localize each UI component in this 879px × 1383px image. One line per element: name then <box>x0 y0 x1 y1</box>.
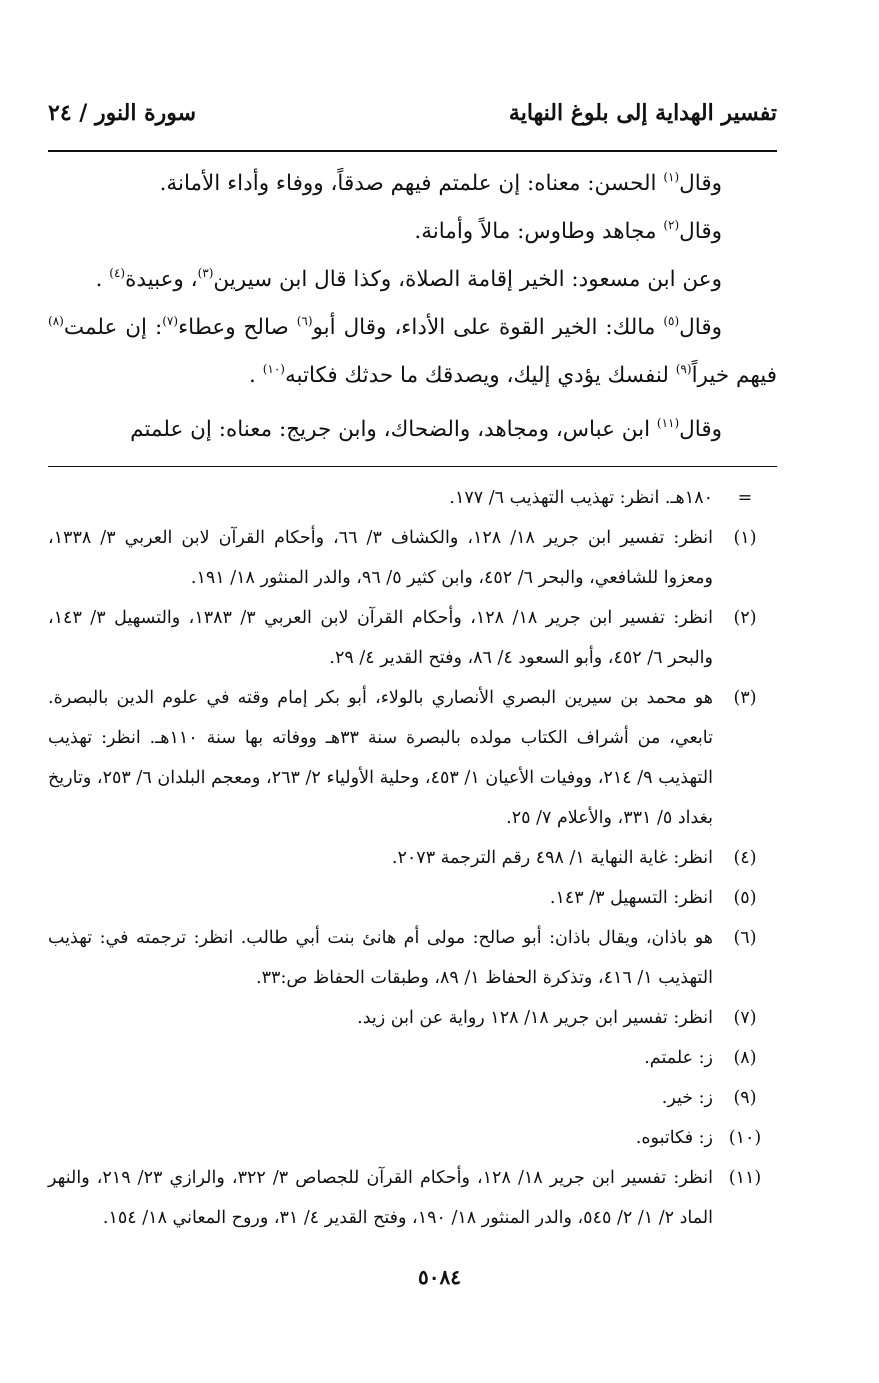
paragraph-malik <box>48 304 777 400</box>
footnote-number: = <box>737 488 753 508</box>
footnote-divider <box>48 466 777 467</box>
footnote-ref: (٦) <box>296 314 313 328</box>
footnote-number: (١٠) <box>728 1128 762 1148</box>
footnote-number: (٥) <box>733 888 757 908</box>
paragraph-ibn-masud <box>48 256 777 304</box>
footnote-ref: (٢) <box>663 218 680 232</box>
footnote-number: (٣) <box>733 688 757 708</box>
footnote-item <box>48 518 777 598</box>
footnote-number: (٧) <box>733 1008 757 1028</box>
footnote-text: انظر: تفسير ابن جرير ١٨/ ١٢٨، وأحكام القرآن للجصاص ٣/ ٣٢٢، والرازي ٢٣/ ٢١٩، والنهر الماد ٢/ ١/ ٢/ ٥٤٥، والدر المنثور ١٨/ ١٩٠، وفتح القدير ٤/ ٣١، وروح المعاني ١٨/ ١٥٤. <box>48 1168 714 1228</box>
footnote-ref: (١) <box>663 170 680 184</box>
footnote-item <box>48 598 777 678</box>
text: وقال <box>679 315 722 340</box>
text: وقال <box>679 417 722 442</box>
footnote-text: هو محمد بن سيرين البصري الأنصاري بالولاء، أبو بكر إمام وقته في علوم الدين بالبصرة. تابعي، من أشراف الكتاب مولده بالبصرة سنة ٣٣هـ ووفاته بها سنة ١١٠هـ. انظر: تهذيب التهذيب ٩/ ٢١٤، ووفيات الأعيان ١/ ٤٥٣، وحلية الأولياء ٢/ ٢٦٣، ومعجم البلدان ٦/ ٢٥٣، وتاريخ بغداد ٥/ ٣٣١، والأعلام ٧/ ٢٥. <box>48 688 713 828</box>
footnote-ref: (٤) <box>109 266 126 280</box>
footnote-item <box>48 478 777 518</box>
footnote-number: (٦) <box>733 928 757 948</box>
main-text <box>48 160 777 454</box>
footnote-number: (٤) <box>733 848 757 868</box>
footnote-item <box>48 1038 777 1078</box>
footnote-text: ز: علمتم. <box>644 1048 713 1068</box>
text: ، وعبيدة <box>125 267 198 292</box>
paragraph-mujahid <box>48 208 777 256</box>
book-title: تفسير الهداية إلى بلوغ النهاية <box>508 100 777 126</box>
text: . <box>95 267 110 292</box>
footnote-text: انظر: تفسير ابن جرير ١٨/ ١٢٨، وأحكام القرآن لابن العربي ٣/ ١٣٨٣، والتسهيل ٣/ ١٤٣، والبحر ٦/ ٤٥٢، وأبو السعود ٤/ ٨٦، وفتح القدير ٤/ ٢٩. <box>48 608 714 668</box>
footnote-ref: (٨) <box>48 314 64 328</box>
text: وقال <box>679 171 722 196</box>
footnote-text: انظر: غاية النهاية ١/ ٤٩٨ رقم الترجمة ٢٠٧٣. <box>391 848 713 868</box>
page-number: ٥٠٨٤ <box>418 1265 461 1289</box>
footnote-text: انظر: تفسير ابن جرير ١٨/ ١٢٨، والكشاف ٣/ ٦٦، وأحكام القرآن لابن العربي ٣/ ١٣٣٨، ومعزوا للشافعي، والبحر ٦/ ٤٥٢، وابن كثير ٥/ ٩٦، والدر المنثور ١٨/ ١٩١. <box>48 528 714 588</box>
surah-reference: سورة النور / ٢٤ <box>48 100 197 126</box>
footnote-item <box>48 678 777 838</box>
footnote-ref: (١١) <box>656 416 680 430</box>
footnote-item <box>48 998 777 1038</box>
paragraph-ibn-abbas <box>48 406 777 454</box>
footnote-item <box>48 1118 777 1158</box>
header-divider <box>48 150 777 152</box>
footnote-number: (٩) <box>733 1088 757 1108</box>
text: الحسن: معناه: إن علمتم فيهم صدقاً، ووفاء وأداء الأمانة. <box>159 171 664 196</box>
footnote-ref: (٧) <box>162 314 179 328</box>
footnote-text: ١٨٠هـ. انظر: تهذيب التهذيب ٦/ ١٧٧. <box>449 488 713 508</box>
text: مالك: الخير القوة على الأداء، وقال أبو <box>312 315 664 340</box>
footnote-text: انظر: التسهيل ٣/ ١٤٣. <box>549 888 713 908</box>
footnote-text: ز: خير. <box>661 1088 713 1108</box>
footnote-number: (١) <box>733 528 757 548</box>
footnote-text: ز: فكاتبوه. <box>635 1128 713 1148</box>
footnote-number: (٢) <box>733 608 757 628</box>
footnote-text: هو باذان، ويقال باذان: أبو صالح: مولى أم هانئ بنت أبي طالب. انظر: ترجمته في: تهذيب التهذيب ١/ ٤١٦، وتذكرة الحفاظ ١/ ٨٩، وطبقات الحفاظ ص:٣٣. <box>48 928 713 988</box>
text: لنفسك يؤدي إليك، ويصدقك ما حدثك فكاتبه <box>284 363 676 388</box>
running-header <box>48 100 777 126</box>
footnote-ref: (٥) <box>663 314 680 328</box>
footnote-ref: (٩) <box>675 362 692 376</box>
footnote-item <box>48 1158 777 1238</box>
text: مجاهد وطاوس: مالاً وأمانة. <box>414 219 664 244</box>
text: ابن عباس، ومجاهد، والضحاك، وابن جريج: معناه: إن علمتم <box>130 417 657 442</box>
footnotes <box>48 478 777 1238</box>
paragraph-hasan <box>48 160 777 208</box>
footnote-item <box>48 1078 777 1118</box>
footnote-text: انظر: تفسير ابن جرير ١٨/ ١٢٨ رواية عن ابن زيد. <box>357 1008 713 1028</box>
footnote-number: (٨) <box>733 1048 757 1068</box>
text: . <box>249 363 263 388</box>
footnote-ref: (١٠) <box>262 362 285 376</box>
footnote-number: (١١) <box>728 1168 762 1188</box>
text: فيهم خيراً <box>691 363 777 388</box>
footnote-item <box>48 878 777 918</box>
footnote-item <box>48 918 777 998</box>
text: : إن علمت <box>63 315 163 340</box>
footnote-item <box>48 838 777 878</box>
text: صالح وعطاء <box>178 315 297 340</box>
text: وقال <box>679 219 722 244</box>
footnote-ref: (٣) <box>197 266 214 280</box>
text: وعن ابن مسعود: الخير إقامة الصلاة، وكذا قال ابن سيرين <box>213 267 722 292</box>
